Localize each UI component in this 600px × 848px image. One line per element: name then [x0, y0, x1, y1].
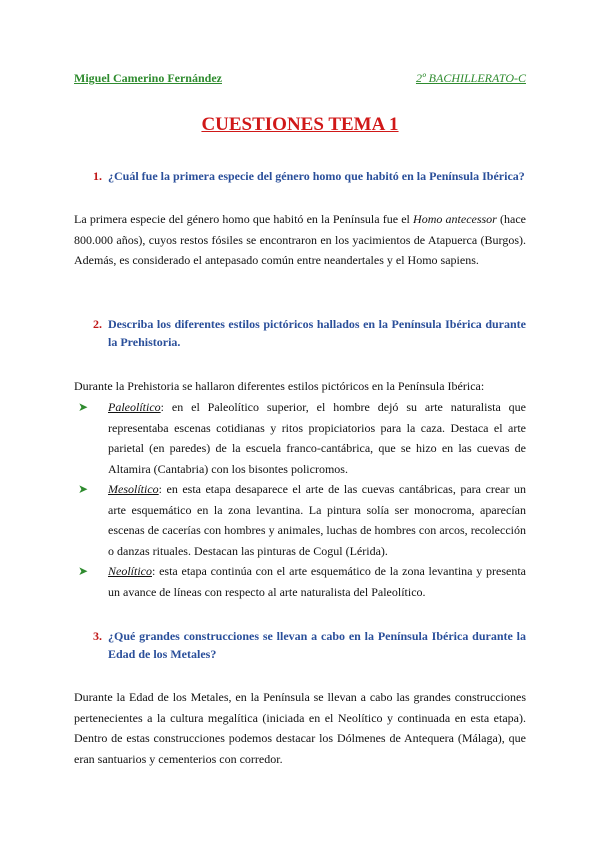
document-title: CUESTIONES TEMA 1: [201, 114, 399, 135]
question-2: [74, 315, 526, 351]
period-description: : en el Paleolítico superior, el hombre dejó su arte naturalista que representaba escenas cotidianas y ritos propiciatorios para la caza. Destaca el arte parietal (en paredes) de la escuela franco-cantábrica, que se hizo en las cuevas de Altamira (Cantabria) con los bisontes policromos.: [108, 400, 526, 476]
period-term: Mesolítico: [108, 482, 159, 496]
question-text: ¿Qué grandes construcciones se llevan a cabo en la Península Ibérica durante la Edad de los Metales?: [108, 629, 526, 661]
answer-3: Durante la Edad de los Metales, en la Península se llevan a cabo las grandes construcciones pertenecientes a la cultura megalítica (iniciada en el Neolítico y continuada en esta etapa). Dentro de estas construcciones podemos destacar los Dólmenes de Antequera (Málaga), que eran santuarios y cementerios con corredor.: [74, 690, 526, 766]
arrow-bullet-icon: ➤: [78, 564, 89, 578]
list-item: [74, 561, 526, 602]
page-header: [74, 71, 526, 86]
question-number: 2.: [93, 317, 102, 331]
question-number: 1.: [93, 169, 102, 183]
period-description: : esta etapa continúa con el arte esquemático de la zona levantina y presenta un avance de líneas con respecto al arte naturalista del Paleolítico.: [108, 564, 526, 599]
arrow-bullet-icon: ➤: [78, 400, 89, 414]
period-term: Neolítico: [108, 564, 152, 578]
styles-list: [74, 397, 526, 602]
answer-text: La primera especie del género homo que habitó en la Península fue el: [74, 212, 414, 226]
period-description: : en esta etapa desaparece el arte de las cuevas cantábricas, para crear un arte esquemático en la zona levantina. La pintura solía ser monocroma, aparecían escenas de cacerías con hombres y animales, luchas de hombres con arcos, recolección o danzas rituales. Destacan las pinturas de Cogul (Lérida).: [108, 482, 526, 558]
species-name: Homo antecessor: [413, 212, 497, 226]
period-term: Paleolítico: [108, 400, 161, 414]
question-1: [74, 167, 526, 185]
answer-text: (hace 800.000 años), cuyos restos fósiles se encontraron en los yacimientos de Atapuerca (Burgos). Además, es considerado el antepasado común entre neandertales y el Homo sapiens.: [74, 212, 526, 267]
arrow-bullet-icon: ➤: [78, 482, 89, 496]
question-3: [74, 627, 526, 663]
question-number: 3.: [93, 629, 102, 643]
list-item: [74, 397, 526, 479]
answer-2-intro: Durante la Prehistoria se hallaron diferentes estilos pictóricos en la Península Ibérica:: [74, 379, 485, 393]
course-label: 2º BACHILLERATO-C: [415, 71, 526, 85]
answer-1: [74, 209, 526, 271]
question-text: ¿Cuál fue la primera especie del género homo que habitó en la Península Ibérica?: [108, 169, 525, 183]
list-item: [74, 479, 526, 561]
question-text: Describa los diferentes estilos pictóricos hallados en la Península Ibérica durante la Prehistoria.: [108, 317, 526, 349]
author-name: Miguel Camerino Fernández: [74, 71, 222, 85]
